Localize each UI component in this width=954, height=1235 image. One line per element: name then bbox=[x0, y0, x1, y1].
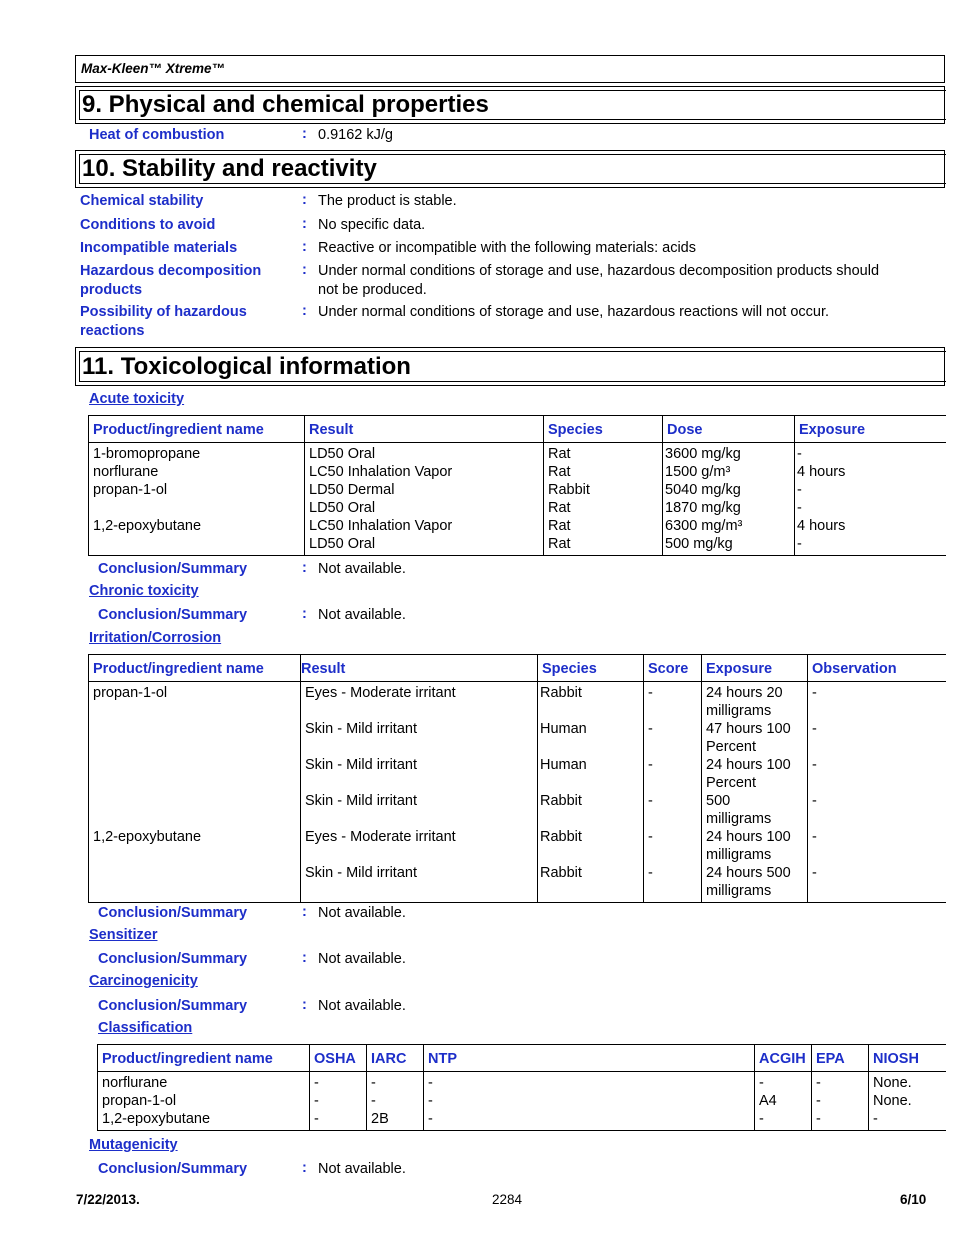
cell-line: Skin - Mild irritant bbox=[305, 721, 417, 737]
irritation-corrosion-heading: Irritation/Corrosion bbox=[89, 630, 222, 646]
colon: : bbox=[302, 950, 307, 966]
cell-line: Skin - Mild irritant bbox=[305, 793, 417, 809]
table-header-row bbox=[89, 416, 946, 443]
acute-toxicity-heading: Acute toxicity bbox=[89, 391, 185, 407]
cell-line: Rabbit bbox=[548, 482, 590, 498]
chronic-conclusion-value: Not available. bbox=[318, 607, 406, 623]
exposure-cell bbox=[795, 443, 946, 556]
cell-line: - bbox=[648, 829, 653, 845]
cell-line: Rat bbox=[548, 500, 571, 516]
iarc-cell bbox=[367, 1072, 424, 1131]
incompatible-materials-label: Incompatible materials bbox=[80, 240, 238, 256]
cell-line: A4 bbox=[759, 1093, 777, 1109]
cell-line: Eyes - Moderate irritant bbox=[305, 685, 456, 701]
cell-line: - bbox=[648, 685, 653, 701]
acute-toxicity-table bbox=[88, 415, 946, 556]
cell-line: 1,2-epoxybutane bbox=[93, 518, 202, 534]
cell-line: propan-1-ol bbox=[93, 482, 168, 498]
table-header-row bbox=[98, 1045, 946, 1072]
label-line-2: reactions bbox=[80, 322, 145, 339]
cell-line: Skin - Mild irritant bbox=[305, 757, 417, 773]
section-10-title: 10. Stability and reactivity bbox=[82, 155, 377, 182]
acgih-cell bbox=[755, 1072, 812, 1131]
col-osha: OSHA bbox=[310, 1045, 367, 1072]
value-line-2: not be produced. bbox=[318, 281, 427, 298]
names-cell bbox=[89, 682, 301, 903]
cell-line: - bbox=[812, 685, 817, 701]
colon: : bbox=[302, 192, 307, 208]
cell-line: LD50 Oral bbox=[309, 536, 376, 552]
product-name-box bbox=[75, 55, 945, 83]
cell-line: - bbox=[314, 1093, 319, 1109]
cell-line: milligrams bbox=[706, 811, 772, 827]
cell-line: - bbox=[428, 1111, 433, 1127]
conditions-to-avoid-value: No specific data. bbox=[318, 217, 426, 233]
cell-line: norflurane bbox=[93, 464, 159, 480]
cell-line: LD50 Oral bbox=[309, 446, 376, 462]
cell-line: Percent bbox=[706, 739, 756, 755]
chemical-stability-label: Chemical stability bbox=[80, 193, 204, 209]
cell-line: 24 hours 100 bbox=[706, 829, 791, 845]
cell-line: 24 hours 500 bbox=[706, 865, 791, 881]
col-result: Result bbox=[301, 655, 538, 682]
cell-line: 1500 g/m³ bbox=[665, 464, 731, 480]
ntp-cell bbox=[424, 1072, 755, 1131]
epa-cell bbox=[812, 1072, 869, 1131]
mutagenicity-heading: Mutagenicity bbox=[89, 1137, 178, 1153]
cell-line: milligrams bbox=[706, 847, 772, 863]
col-species: Species bbox=[544, 416, 663, 443]
cell-line: - bbox=[797, 500, 802, 516]
hazardous-decomposition-label bbox=[80, 262, 261, 299]
colon: : bbox=[302, 216, 307, 232]
exposure-cell bbox=[702, 682, 808, 903]
hazardous-decomposition-value bbox=[318, 262, 879, 299]
cell-line: 4 hours bbox=[797, 518, 846, 534]
footer-code: 2284 bbox=[492, 1192, 523, 1207]
osha-cell bbox=[310, 1072, 367, 1131]
cell-line: Human bbox=[540, 721, 587, 737]
colon: : bbox=[302, 303, 307, 319]
footer-page-number: 6/10 bbox=[900, 1192, 926, 1207]
cell-line: Rabbit bbox=[540, 685, 582, 701]
sensitizer-heading: Sensitizer bbox=[89, 927, 158, 943]
col-acgih: ACGIH bbox=[755, 1045, 812, 1072]
classification-heading: Classification bbox=[98, 1020, 193, 1036]
acute-conclusion-label: Conclusion/Summary bbox=[98, 561, 248, 577]
label-line-1: Hazardous decomposition bbox=[80, 263, 262, 279]
col-iarc: IARC bbox=[367, 1045, 424, 1072]
cell-line: Rabbit bbox=[540, 865, 582, 881]
cell-line: LC50 Inhalation Vapor bbox=[309, 518, 453, 534]
footer-date: 7/22/2013. bbox=[76, 1192, 140, 1207]
cell-line: Rabbit bbox=[540, 793, 582, 809]
sensitizer-conclusion-value: Not available. bbox=[318, 951, 406, 967]
cell-line: 3600 mg/kg bbox=[665, 446, 741, 462]
cell-line: - bbox=[797, 446, 802, 462]
colon: : bbox=[302, 997, 307, 1013]
cell-line: - bbox=[428, 1075, 433, 1091]
colon: : bbox=[302, 1160, 307, 1176]
cell-line: - bbox=[648, 757, 653, 773]
conditions-to-avoid-label: Conditions to avoid bbox=[80, 217, 216, 233]
chronic-toxicity-heading: Chronic toxicity bbox=[89, 583, 199, 599]
cell-line: LC50 Inhalation Vapor bbox=[309, 464, 453, 480]
product-name: Max-Kleen™ Xtreme™ bbox=[81, 61, 226, 76]
cell-line: - bbox=[812, 721, 817, 737]
cell-line: 500 mg/kg bbox=[665, 536, 733, 552]
cell-line: 5040 mg/kg bbox=[665, 482, 741, 498]
names-cell bbox=[98, 1072, 310, 1131]
species-cell bbox=[544, 443, 663, 556]
table-row bbox=[89, 682, 946, 903]
cell-line: propan-1-ol bbox=[102, 1093, 177, 1109]
cell-line: norflurane bbox=[102, 1075, 168, 1091]
cell-line: - bbox=[648, 721, 653, 737]
cell-line: 2B bbox=[371, 1111, 389, 1127]
col-dose: Dose bbox=[663, 416, 795, 443]
label-line-2: products bbox=[80, 281, 143, 298]
cell-line: 6300 mg/m³ bbox=[665, 518, 743, 534]
cell-line: - bbox=[759, 1111, 764, 1127]
col-exposure: Exposure bbox=[795, 416, 946, 443]
acute-conclusion-value: Not available. bbox=[318, 561, 406, 577]
carcinogenicity-heading: Carcinogenicity bbox=[89, 973, 198, 989]
table-row bbox=[98, 1072, 946, 1131]
cell-line: milligrams bbox=[706, 703, 772, 719]
names-cell bbox=[89, 443, 305, 556]
cell-line: Rat bbox=[548, 536, 571, 552]
cell-line: 24 hours 100 bbox=[706, 757, 791, 773]
cell-line: Skin - Mild irritant bbox=[305, 865, 417, 881]
colon: : bbox=[302, 560, 307, 576]
cell-line: 1-bromopropane bbox=[93, 446, 201, 462]
colon: : bbox=[302, 239, 307, 255]
cell-line: 1,2-epoxybutane bbox=[102, 1111, 211, 1127]
colon: : bbox=[302, 904, 307, 920]
carcinogenicity-conclusion-value: Not available. bbox=[318, 998, 406, 1014]
cell-line: - bbox=[812, 793, 817, 809]
section-9-header bbox=[75, 86, 945, 124]
section-11-title: 11. Toxicological information bbox=[82, 353, 411, 380]
irritation-conclusion-value: Not available. bbox=[318, 905, 406, 921]
cell-line: - bbox=[816, 1111, 821, 1127]
section-10-header bbox=[75, 150, 945, 188]
cell-line: - bbox=[812, 757, 817, 773]
classification-table bbox=[97, 1044, 946, 1131]
cell-line: - bbox=[759, 1075, 764, 1091]
cell-line: - bbox=[816, 1093, 821, 1109]
results-cell bbox=[305, 443, 544, 556]
cell-line: Rabbit bbox=[540, 829, 582, 845]
hazardous-reactions-label bbox=[80, 303, 247, 340]
niosh-cell bbox=[869, 1072, 946, 1131]
incompatible-materials-value: Reactive or incompatible with the following materials: acids bbox=[318, 240, 696, 256]
cell-line: 47 hours 100 bbox=[706, 721, 791, 737]
cell-line: LD50 Dermal bbox=[309, 482, 395, 498]
cell-line: Rat bbox=[548, 518, 571, 534]
dose-cell bbox=[663, 443, 795, 556]
cell-line: Rat bbox=[548, 464, 571, 480]
cell-line: - bbox=[797, 482, 802, 498]
cell-line: - bbox=[428, 1093, 433, 1109]
colon: : bbox=[302, 606, 307, 622]
heat-of-combustion-label: Heat of combustion bbox=[89, 127, 225, 143]
cell-line: 1870 mg/kg bbox=[665, 500, 741, 516]
carcinogenicity-conclusion-label: Conclusion/Summary bbox=[98, 998, 248, 1014]
chronic-conclusion-label: Conclusion/Summary bbox=[98, 607, 248, 623]
colon: : bbox=[302, 262, 307, 278]
col-niosh: NIOSH bbox=[869, 1045, 946, 1072]
heat-of-combustion-value: 0.9162 kJ/g bbox=[318, 127, 393, 143]
cell-line: None. bbox=[873, 1093, 912, 1109]
cell-line: 4 hours bbox=[797, 464, 846, 480]
cell-line: - bbox=[314, 1075, 319, 1091]
observation-cell bbox=[808, 682, 946, 903]
irritation-conclusion-label: Conclusion/Summary bbox=[98, 905, 248, 921]
cell-line: Human bbox=[540, 757, 587, 773]
mutagenicity-conclusion-value: Not available. bbox=[318, 1161, 406, 1177]
col-exposure: Exposure bbox=[702, 655, 808, 682]
cell-line: - bbox=[648, 865, 653, 881]
cell-line: - bbox=[314, 1111, 319, 1127]
cell-line: - bbox=[371, 1075, 376, 1091]
table-row bbox=[89, 443, 946, 556]
cell-line: propan-1-ol bbox=[93, 685, 168, 701]
cell-line: None. bbox=[873, 1075, 912, 1091]
cell-line: LD50 Oral bbox=[309, 500, 376, 516]
cell-line: 1,2-epoxybutane bbox=[93, 829, 202, 845]
cell-line: - bbox=[812, 829, 817, 845]
irritation-table bbox=[88, 654, 946, 903]
mutagenicity-conclusion-label: Conclusion/Summary bbox=[98, 1161, 248, 1177]
cell-line: milligrams bbox=[706, 883, 772, 899]
score-cell bbox=[644, 682, 702, 903]
cell-line: 24 hours 20 bbox=[706, 685, 783, 701]
col-epa: EPA bbox=[812, 1045, 869, 1072]
cell-line: Rat bbox=[548, 446, 571, 462]
col-ntp: NTP bbox=[424, 1045, 755, 1072]
results-cell bbox=[301, 682, 538, 903]
heat-colon: : bbox=[302, 126, 307, 142]
col-product-name: Product/ingredient name bbox=[89, 655, 301, 682]
hazardous-reactions-value: Under normal conditions of storage and use, hazardous reactions will not occur. bbox=[318, 304, 830, 320]
cell-line: - bbox=[648, 793, 653, 809]
section-11-header bbox=[75, 347, 945, 386]
cell-line: - bbox=[797, 536, 802, 552]
chemical-stability-value: The product is stable. bbox=[318, 193, 457, 209]
col-product-name: Product/ingredient name bbox=[98, 1045, 310, 1072]
cell-line: 500 bbox=[706, 793, 731, 809]
cell-line: - bbox=[873, 1111, 878, 1127]
col-species: Species bbox=[538, 655, 644, 682]
species-cell bbox=[538, 682, 644, 903]
col-product-name: Product/ingredient name bbox=[89, 416, 305, 443]
col-score: Score bbox=[644, 655, 702, 682]
label-line-1: Possibility of hazardous bbox=[80, 304, 247, 320]
cell-line: Eyes - Moderate irritant bbox=[305, 829, 456, 845]
section-9-title: 9. Physical and chemical properties bbox=[82, 91, 489, 118]
col-observation: Observation bbox=[808, 655, 946, 682]
cell-line: Percent bbox=[706, 775, 756, 791]
value-line-1: Under normal conditions of storage and use, hazardous decomposition products should bbox=[318, 263, 880, 279]
cell-line: - bbox=[812, 865, 817, 881]
col-result: Result bbox=[305, 416, 544, 443]
cell-line: - bbox=[371, 1093, 376, 1109]
cell-line: - bbox=[816, 1075, 821, 1091]
sensitizer-conclusion-label: Conclusion/Summary bbox=[98, 951, 248, 967]
table-header-row bbox=[89, 655, 946, 682]
